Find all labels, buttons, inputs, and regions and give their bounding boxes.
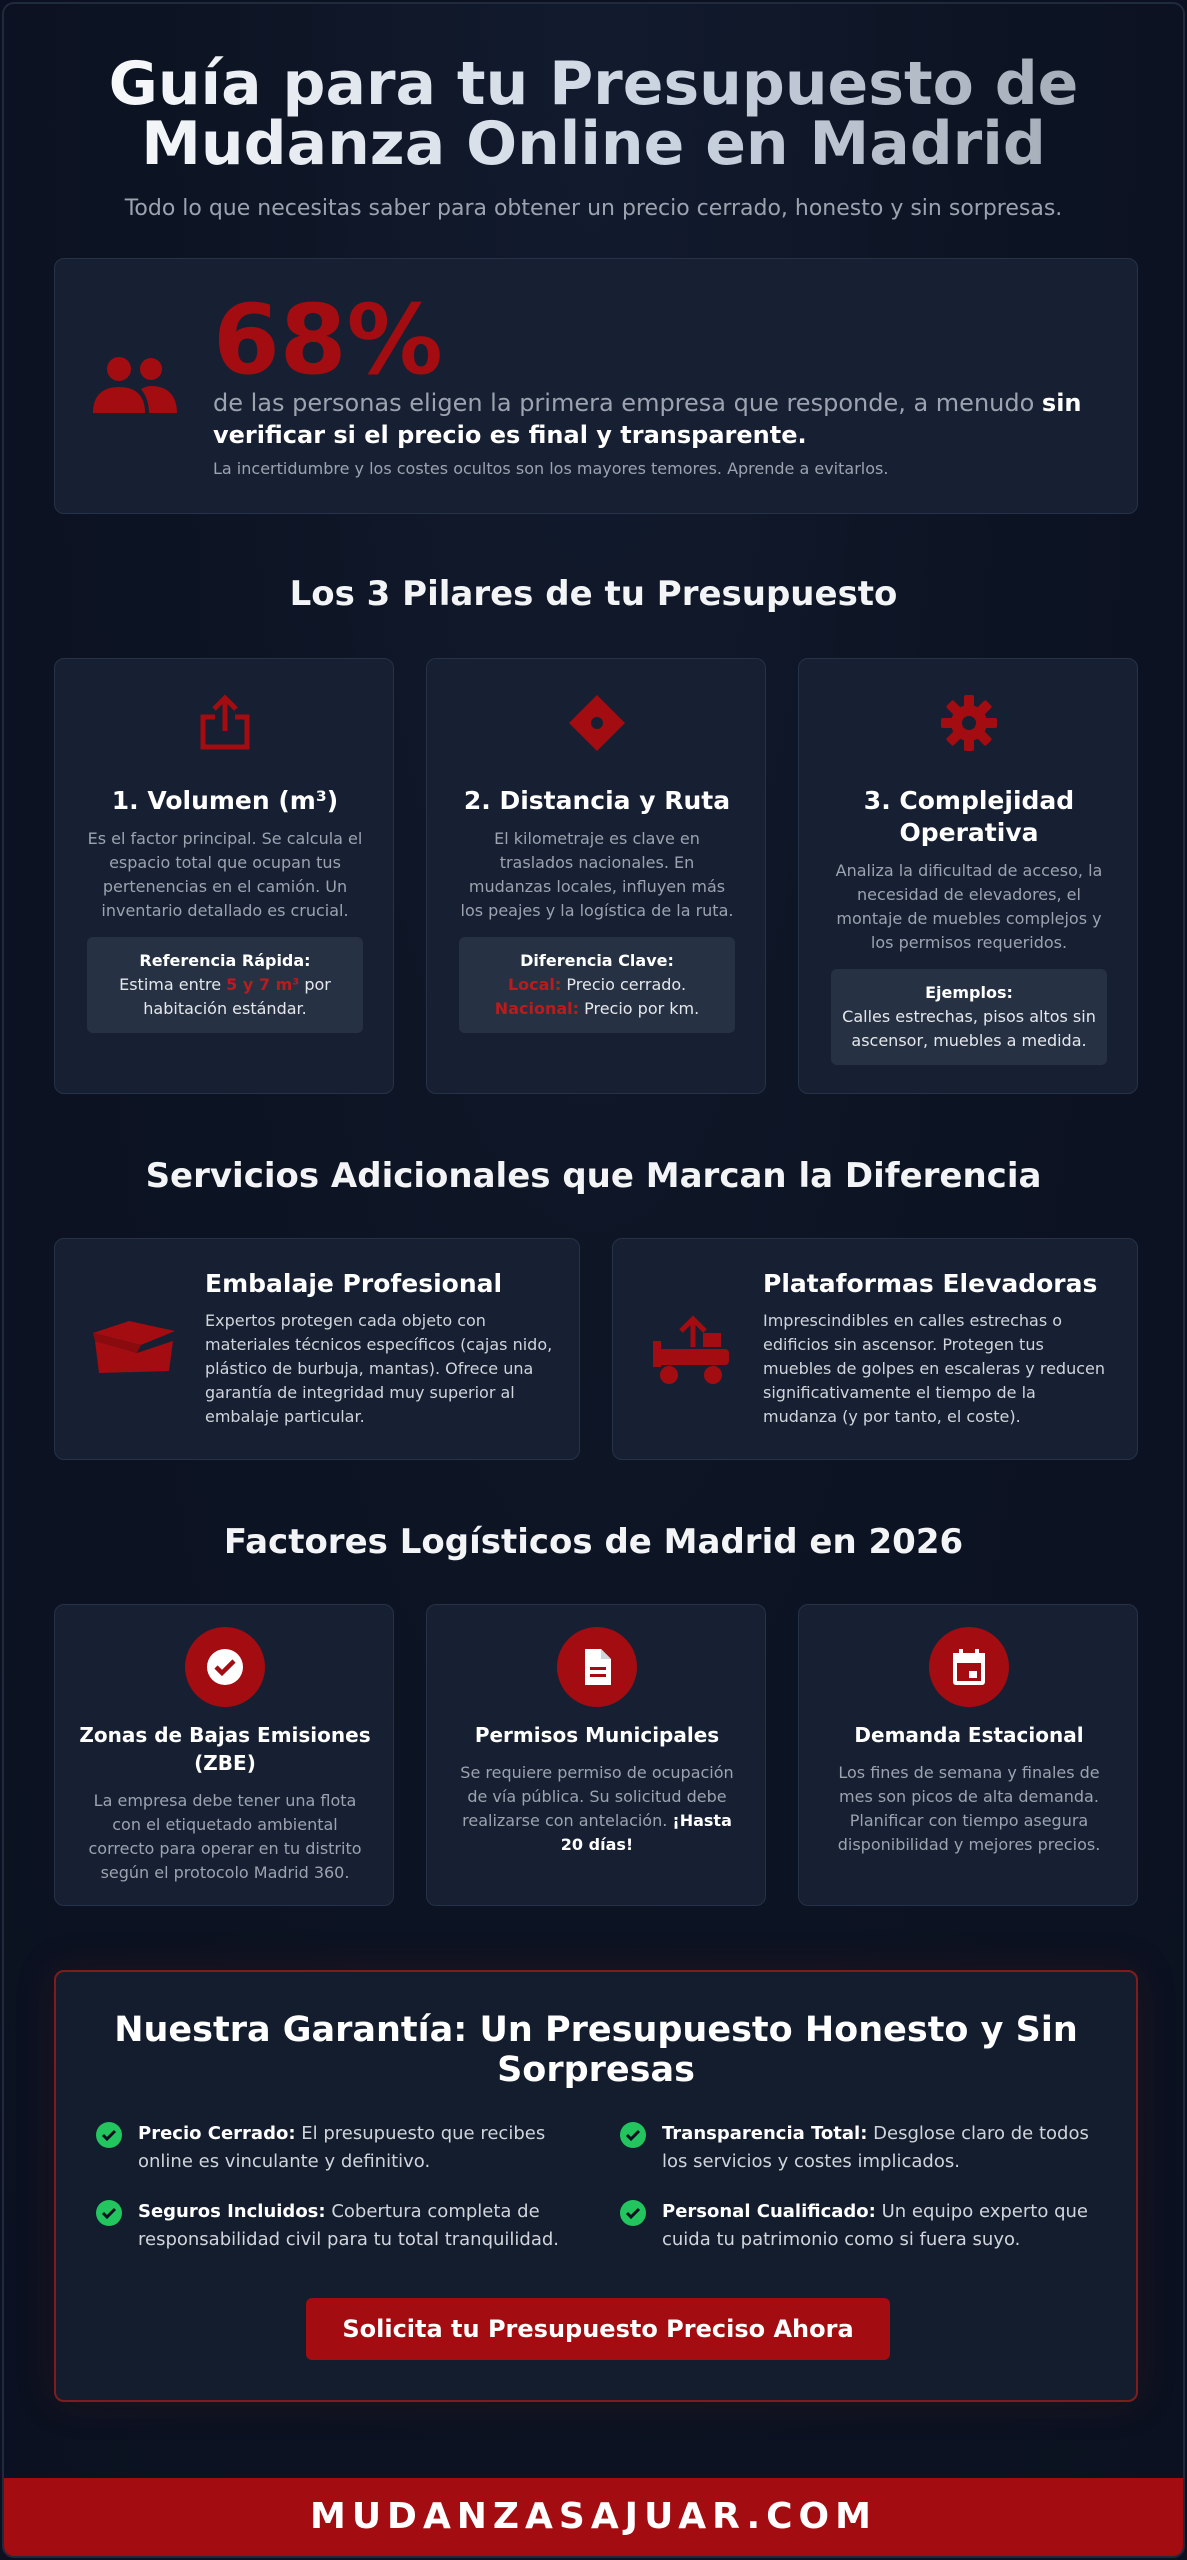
footer-brand: MUDANZASAJUAR.COM <box>4 2478 1183 2556</box>
service-text: Expertos protegen cada objeto con materiales técnicos específicos (cajas nido, plástico de burbuja, mantas). Ofrece una garantía de integridad muy superior al embalaje particular. <box>205 1311 553 1426</box>
diamond-icon <box>567 693 627 753</box>
stat-text-normal: de las personas eligen la primera empresa que responde, a menudo <box>213 389 1042 417</box>
calendar-icon <box>929 1627 1009 1707</box>
factor-title: Demanda Estacional <box>854 1723 1084 1747</box>
pillar-box-title: Referencia Rápida: <box>139 951 311 970</box>
guarantee-item-seguros <box>96 2198 566 2254</box>
pillar-box-highlight: 5 y 7 m³ <box>226 975 300 994</box>
pillar-card-complejidad <box>798 658 1138 1094</box>
page-title-line1: Guía para tu Presupuesto de <box>108 49 1079 119</box>
check-icon <box>96 2122 122 2148</box>
factor-title: Zonas de Bajas Emisiones (ZBE) <box>79 1723 371 1775</box>
guarantee-item-precio <box>96 2120 566 2176</box>
guarantee-item-text: Un equipo experto que cuida tu patrimonio como si fuera suyo. <box>662 2201 1088 2250</box>
pillar-info-box <box>459 937 735 1033</box>
factor-card-permisos <box>426 1604 766 1906</box>
guarantee-item-transparencia <box>620 2120 1090 2176</box>
pillar-title: 1. Volumen (m³) <box>111 786 339 815</box>
gear-icon <box>939 693 999 753</box>
stat-text <box>213 387 1113 451</box>
factor-card-zbe <box>54 1604 394 1906</box>
pillar-card-volumen <box>54 658 394 1094</box>
stat-note: La incertidumbre y los costes ocultos son los mayores temores. Aprende a evitarlos. <box>213 459 889 478</box>
guarantee-item-label: Personal Cualificado: <box>662 2201 876 2222</box>
pillar-text: Analiza la dificultad de acceso, la necesidad de elevadores, el montaje de muebles complejos y los permisos requeridos. <box>835 861 1103 952</box>
services-section-title: Servicios Adicionales que Marcan la Diferencia <box>145 1156 1042 1196</box>
page-title <box>4 49 1183 179</box>
service-title: Embalaje Profesional <box>205 1269 503 1298</box>
service-title: Plataformas Elevadoras <box>763 1269 1098 1298</box>
service-card-embalaje <box>54 1238 580 1460</box>
pillar-text: Es el factor principal. Se calcula el espacio total que ocupan tus pertenencias en el camión. Un inventario detallado es crucial. <box>87 829 363 920</box>
guarantee-title <box>56 2010 1136 2090</box>
pillar-title: 2. Distancia y Ruta <box>463 786 731 815</box>
guarantee-item-label: Seguros Incluidos: <box>138 2201 326 2222</box>
guarantee-item-text: El presupuesto que recibes online es vinculante y definitivo. <box>138 2123 546 2172</box>
upload-box-icon <box>195 693 255 753</box>
factor-text <box>455 1761 739 1857</box>
page-title-line2: Mudanza Online en Madrid <box>141 109 1046 179</box>
factor-text-bold: ¡Hasta 20 días! <box>560 1811 732 1854</box>
pillar-title: 3. Complejidad Operativa <box>863 786 1075 847</box>
pillar-text: El kilometraje es clave en traslados nacionales. En mudanzas locales, influyen más los peajes y la logística de la ruta. <box>460 829 734 920</box>
check-icon <box>620 2122 646 2148</box>
header <box>4 49 1183 221</box>
national-text: Precio por km. <box>579 999 700 1018</box>
guarantee-title-line1: Nuestra Garantía: Un Presupuesto Honesto y Sin <box>114 2010 1078 2050</box>
guarantee-item-label: Precio Cerrado: <box>138 2123 296 2144</box>
check-icon <box>96 2200 122 2226</box>
request-quote-button[interactable]: Solicita tu Presupuesto Preciso Ahora <box>306 2298 890 2360</box>
pillar-box-title: Diferencia Clave: <box>520 951 674 970</box>
check-icon <box>620 2200 646 2226</box>
guarantee-item-text: Desglose claro de todos los servicios y costes implicados. <box>662 2123 1089 2172</box>
factor-text: Los fines de semana y finales de mes son picos de alta demanda. Planificar con tiempo asegura disponibilidad y mejores precios. <box>837 1763 1101 1854</box>
factor-text: La empresa debe tener una flota con el etiquetado ambiental correcto para operar en tu distrito según el protocolo Madrid 360. <box>88 1791 362 1882</box>
factor-text-normal: Se requiere permiso de ocupación de vía pública. Su solicitud debe realizarse con antelación. <box>460 1763 734 1830</box>
guarantee-item-text: Cobertura completa de responsabilidad civil para tu total tranquilidad. <box>138 2201 560 2250</box>
page-subtitle: Todo lo que necesitas saber para obtener un precio cerrado, honesto y sin sorpresas. <box>124 196 1063 221</box>
local-label: Local: <box>507 975 562 994</box>
guarantee-item-label: Transparencia Total: <box>662 2123 868 2144</box>
pillar-box-post: por habitación estándar. <box>143 975 331 1018</box>
truck-lift-icon <box>647 1311 737 1391</box>
pillar-info-box <box>831 969 1107 1065</box>
service-text: Imprescindibles en calles estrechas o edificios sin ascensor. Protegen tus muebles de golpes en escaleras y reducen significativamente el tiempo de la mudanza (y por tanto, el coste). <box>763 1311 1105 1426</box>
pillar-info-box <box>87 937 363 1033</box>
stat-text-bold: sin verificar si el precio es final y transparente. <box>213 389 1082 449</box>
service-card-plataformas <box>612 1238 1138 1460</box>
factor-title: Permisos Municipales <box>474 1723 720 1747</box>
infographic-page <box>2 2 1185 2558</box>
factors-section-title: Factores Logísticos de Madrid en 2026 <box>223 1522 964 1562</box>
local-text: Precio cerrado. <box>561 975 687 994</box>
guarantee-box <box>54 1970 1138 2402</box>
pillar-box-title: Ejemplos: <box>925 983 1013 1002</box>
pillar-card-distancia <box>426 658 766 1094</box>
stat-card <box>54 258 1138 514</box>
factor-card-demanda <box>798 1604 1138 1906</box>
check-circle-icon <box>185 1627 265 1707</box>
national-label: Nacional: <box>494 999 580 1018</box>
pillars-section-title: Los 3 Pilares de tu Presupuesto <box>289 574 898 614</box>
guarantee-title-line2: Sorpresas <box>497 2050 695 2090</box>
stat-number: 68% <box>213 284 443 396</box>
box-icon <box>89 1311 179 1391</box>
pillar-box-pre: Estima entre <box>119 975 227 994</box>
pillar-box-text: Calles estrechas, pisos altos sin ascensor, muebles a medida. <box>842 1007 1096 1050</box>
users-icon <box>89 355 179 417</box>
guarantee-item-personal <box>620 2198 1090 2254</box>
document-icon <box>557 1627 637 1707</box>
